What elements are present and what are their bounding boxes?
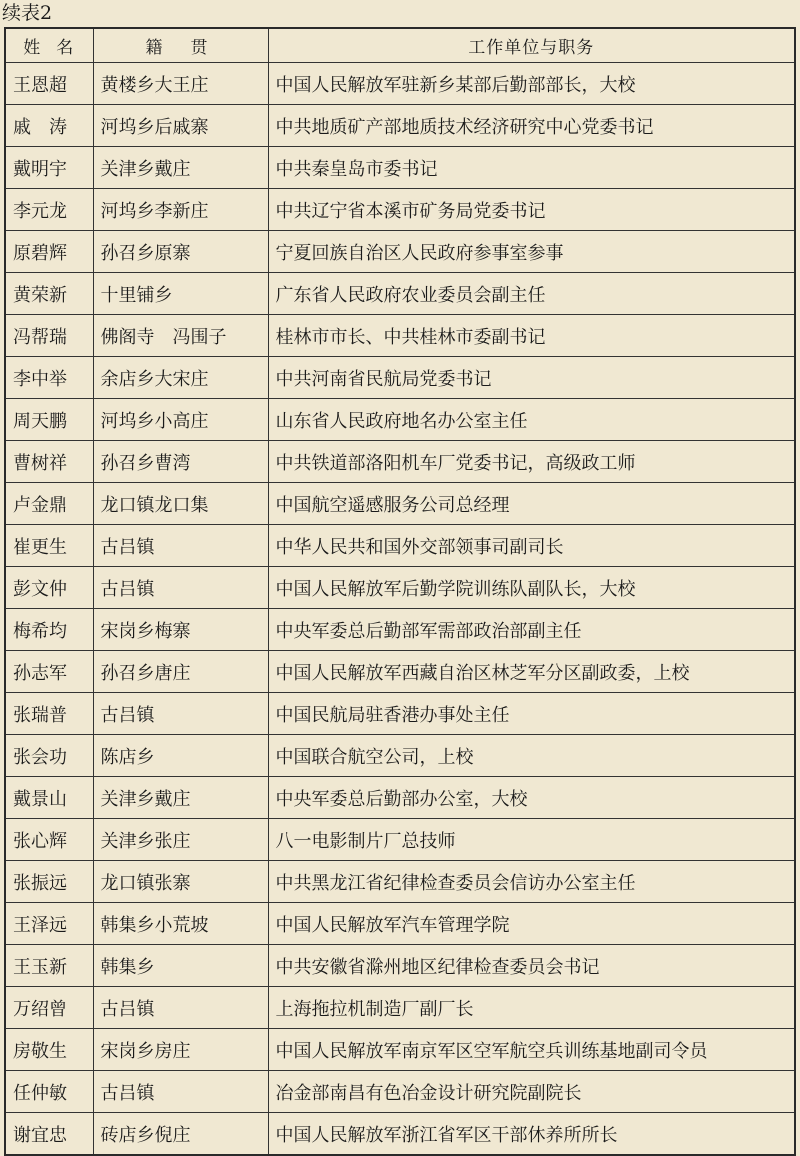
cell-name: 卢金鼎 — [5, 483, 93, 525]
table-row — [5, 651, 795, 693]
cell-name: 原碧辉 — [5, 231, 93, 273]
table-row — [5, 231, 795, 273]
cell-work-unit-position: 中央军委总后勤部军需部政治部副主任 — [268, 609, 795, 651]
cell-native-place: 河坞乡李新庄 — [93, 189, 268, 231]
table-row — [5, 903, 795, 945]
table-row — [5, 945, 795, 987]
cell-name: 冯帮瑞 — [5, 315, 93, 357]
cell-work-unit-position: 中国人民解放军汽车管理学院 — [268, 903, 795, 945]
cell-work-unit-position: 广东省人民政府农业委员会副主任 — [268, 273, 795, 315]
cell-name: 万绍曾 — [5, 987, 93, 1029]
table-row — [5, 777, 795, 819]
cell-name: 张瑞普 — [5, 693, 93, 735]
table-row — [5, 189, 795, 231]
cell-work-unit-position: 中共铁道部洛阳机车厂党委书记，高级政工师 — [268, 441, 795, 483]
cell-work-unit-position: 中国人民解放军驻新乡某部后勤部部长，大校 — [268, 63, 795, 105]
personnel-table — [4, 27, 796, 1156]
cell-native-place: 河坞乡小高庄 — [93, 399, 268, 441]
cell-work-unit-position: 中共地质矿产部地质技术经济研究中心党委书记 — [268, 105, 795, 147]
table-body — [5, 63, 795, 1156]
table-row — [5, 483, 795, 525]
cell-work-unit-position: 中共辽宁省本溪市矿务局党委书记 — [268, 189, 795, 231]
cell-native-place: 关津乡张庄 — [93, 819, 268, 861]
cell-name: 彭文仲 — [5, 567, 93, 609]
cell-native-place: 河坞乡后戚寨 — [93, 105, 268, 147]
table-row — [5, 1113, 795, 1156]
cell-work-unit-position: 中国人民解放军南京军区空军航空兵训练基地副司令员 — [268, 1029, 795, 1071]
table-row — [5, 357, 795, 399]
cell-work-unit-position: 宁夏回族自治区人民政府参事室参事 — [268, 231, 795, 273]
cell-name: 张心辉 — [5, 819, 93, 861]
table-caption: 续表2 — [2, 2, 53, 24]
cell-native-place: 龙口镇张寨 — [93, 861, 268, 903]
cell-name: 张振远 — [5, 861, 93, 903]
cell-work-unit-position: 中国人民解放军西藏自治区林芝军分区副政委，上校 — [268, 651, 795, 693]
cell-name: 谢宜忠 — [5, 1113, 93, 1156]
cell-native-place: 黄楼乡大王庄 — [93, 63, 268, 105]
cell-name: 王恩超 — [5, 63, 93, 105]
cell-native-place: 余店乡大宋庄 — [93, 357, 268, 399]
cell-name: 戴明宇 — [5, 147, 93, 189]
cell-work-unit-position: 中共河南省民航局党委书记 — [268, 357, 795, 399]
cell-native-place: 古吕镇 — [93, 567, 268, 609]
cell-work-unit-position: 中国航空遥感服务公司总经理 — [268, 483, 795, 525]
cell-native-place: 宋岗乡房庄 — [93, 1029, 268, 1071]
cell-native-place: 孙召乡唐庄 — [93, 651, 268, 693]
cell-native-place: 古吕镇 — [93, 987, 268, 1029]
cell-name: 梅希均 — [5, 609, 93, 651]
cell-name: 崔更生 — [5, 525, 93, 567]
cell-name: 任仲敏 — [5, 1071, 93, 1113]
cell-native-place: 韩集乡小荒坡 — [93, 903, 268, 945]
cell-work-unit-position: 中国人民解放军浙江省军区干部休养所所长 — [268, 1113, 795, 1156]
cell-native-place: 佛阁寺 冯围子 — [93, 315, 268, 357]
cell-native-place: 古吕镇 — [93, 1071, 268, 1113]
cell-native-place: 孙召乡原寨 — [93, 231, 268, 273]
table-row — [5, 63, 795, 105]
table-row — [5, 819, 795, 861]
cell-work-unit-position: 中共黑龙江省纪律检查委员会信访办公室主任 — [268, 861, 795, 903]
cell-name: 李中举 — [5, 357, 93, 399]
table-row — [5, 273, 795, 315]
cell-work-unit-position: 桂林市市长、中共桂林市委副书记 — [268, 315, 795, 357]
table-row — [5, 735, 795, 777]
cell-native-place: 龙口镇龙口集 — [93, 483, 268, 525]
table-row — [5, 1071, 795, 1113]
table-row — [5, 525, 795, 567]
table-row — [5, 147, 795, 189]
column-header-work-unit-position: 工作单位与职务 — [268, 28, 795, 63]
cell-native-place: 古吕镇 — [93, 525, 268, 567]
cell-native-place: 关津乡戴庄 — [93, 147, 268, 189]
cell-work-unit-position: 冶金部南昌有色冶金设计研究院副院长 — [268, 1071, 795, 1113]
table-row — [5, 693, 795, 735]
table-row — [5, 987, 795, 1029]
cell-work-unit-position: 中国民航局驻香港办事处主任 — [268, 693, 795, 735]
table-row — [5, 105, 795, 147]
cell-work-unit-position: 中共安徽省滁州地区纪律检查委员会书记 — [268, 945, 795, 987]
cell-native-place: 韩集乡 — [93, 945, 268, 987]
cell-native-place: 宋岗乡梅寨 — [93, 609, 268, 651]
table-row — [5, 441, 795, 483]
cell-work-unit-position: 山东省人民政府地名办公室主任 — [268, 399, 795, 441]
table-row — [5, 399, 795, 441]
header-row — [5, 28, 795, 63]
table-row — [5, 315, 795, 357]
cell-name: 周天鹏 — [5, 399, 93, 441]
cell-name: 戴景山 — [5, 777, 93, 819]
cell-work-unit-position: 上海拖拉机制造厂副厂长 — [268, 987, 795, 1029]
cell-work-unit-position: 中共秦皇岛市委书记 — [268, 147, 795, 189]
table-header — [5, 28, 795, 63]
cell-name: 黄荣新 — [5, 273, 93, 315]
cell-name: 房敬生 — [5, 1029, 93, 1071]
cell-name: 孙志军 — [5, 651, 93, 693]
cell-work-unit-position: 中央军委总后勤部办公室，大校 — [268, 777, 795, 819]
cell-native-place: 孙召乡曹湾 — [93, 441, 268, 483]
cell-native-place: 关津乡戴庄 — [93, 777, 268, 819]
cell-name: 张会功 — [5, 735, 93, 777]
cell-name: 王泽远 — [5, 903, 93, 945]
table-row — [5, 1029, 795, 1071]
cell-work-unit-position: 中国人民解放军后勤学院训练队副队长，大校 — [268, 567, 795, 609]
cell-work-unit-position: 八一电影制片厂总技师 — [268, 819, 795, 861]
cell-native-place: 陈店乡 — [93, 735, 268, 777]
cell-native-place: 砖店乡倪庄 — [93, 1113, 268, 1156]
cell-work-unit-position: 中华人民共和国外交部领事司副司长 — [268, 525, 795, 567]
table-row — [5, 567, 795, 609]
column-header-name: 姓名 — [5, 28, 93, 63]
table-row — [5, 609, 795, 651]
cell-name: 曹树祥 — [5, 441, 93, 483]
column-header-native-place: 籍贯 — [93, 28, 268, 63]
cell-native-place: 十里铺乡 — [93, 273, 268, 315]
cell-name: 王玉新 — [5, 945, 93, 987]
cell-name: 戚 涛 — [5, 105, 93, 147]
cell-name: 李元龙 — [5, 189, 93, 231]
cell-work-unit-position: 中国联合航空公司，上校 — [268, 735, 795, 777]
table-row — [5, 861, 795, 903]
cell-native-place: 古吕镇 — [93, 693, 268, 735]
